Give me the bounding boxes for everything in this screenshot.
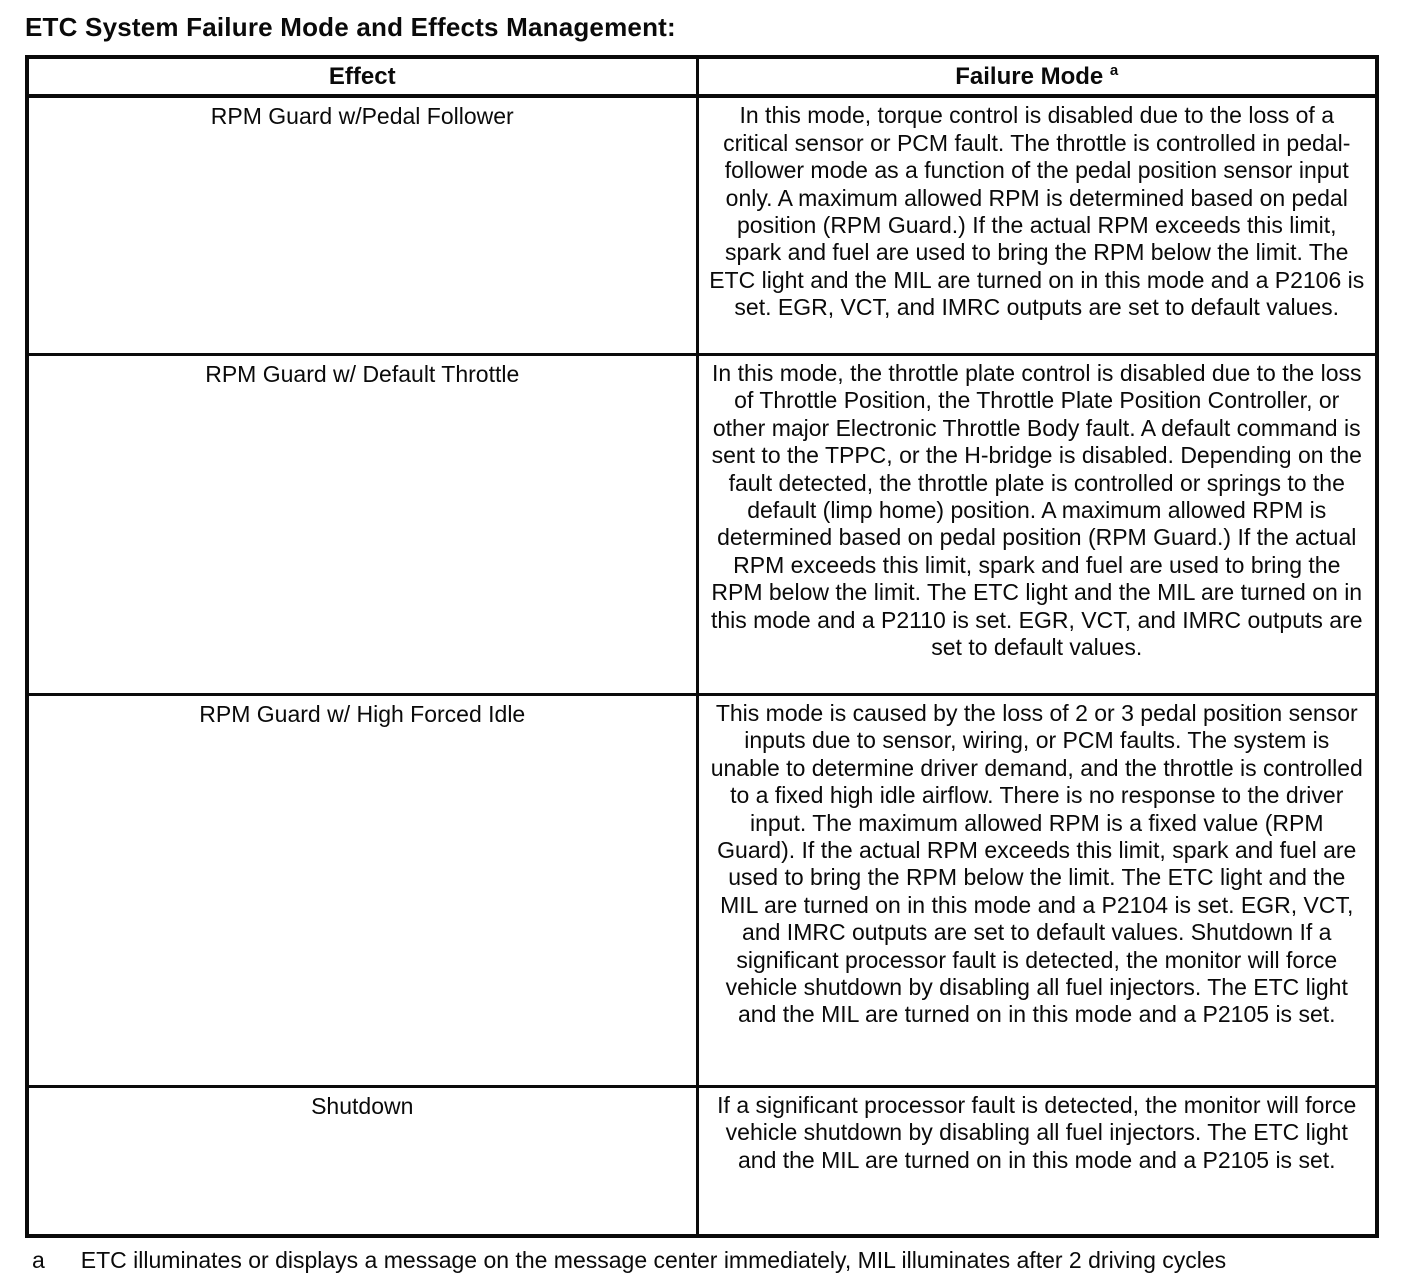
failure-mode-cell-p2106: In this mode, torque control is disabled due to the loss of a critical sensor or PCM fault. The throttle is controlled in pedal-follower mode as a function of the pedal position sensor input only. A maximum allowed RPM is determined based on pedal position (RPM Guard.) If the actual RPM exceeds this limit, spark and fuel are used to bring the RPM below the limit. The ETC light and the MIL are turned on in this mode and a P2106 is set. EGR, VCT, and IMRC outputs are set to default values.: [697, 96, 1377, 354]
table-row: [27, 1086, 1377, 1236]
effect-cell-rpm-guard-default-throttle: RPM Guard w/ Default Throttle: [27, 354, 697, 694]
footnote-marker: a: [32, 1247, 45, 1274]
table-header-row: [27, 57, 1377, 96]
column-header-failure-mode-label: Failure Mode: [955, 63, 1104, 90]
column-header-effect: Effect: [27, 57, 697, 96]
effect-cell-rpm-guard-high-forced-idle: RPM Guard w/ High Forced Idle: [27, 694, 697, 1086]
footnote: [25, 1247, 1395, 1274]
fmea-table: [25, 55, 1379, 1238]
footnote-reference: a: [1109, 62, 1119, 79]
table-row: [27, 354, 1377, 694]
failure-mode-cell-shutdown-p2105: If a significant processor fault is detected, the monitor will force vehicle shutdown by disabling all fuel injectors. The ETC light and the MIL are turned on in this mode and a P2105 is set.: [697, 1086, 1377, 1236]
column-header-failure-mode: [697, 57, 1377, 96]
footnote-text: ETC illuminates or displays a message on the message center immediately, MIL illuminates after 2 driving cycles: [80, 1247, 1227, 1274]
page-title: ETC System Failure Mode and Effects Management:: [25, 12, 676, 42]
table-row: [27, 694, 1377, 1086]
failure-mode-cell-p2110: In this mode, the throttle plate control is disabled due to the loss of Throttle Position, the Throttle Plate Position Controller, or other major Electronic Throttle Body fault. A default command is sent to the TPPC, or the H-bridge is disabled. Depending on the fault detected, the throttle plate is controlled or springs to the default (limp home) position. A maximum allowed RPM is determined based on pedal position (RPM Guard.) If the actual RPM exceeds this limit, spark and fuel are used to bring the RPM below the limit. The ETC light and the MIL are turned on in this mode and a P2110 is set. EGR, VCT, and IMRC outputs are set to default values.: [697, 354, 1377, 694]
table-row: [27, 96, 1377, 354]
failure-mode-cell-p2104: This mode is caused by the loss of 2 or 3 pedal position sensor inputs due to sensor, wiring, or PCM faults. The system is unable to determine driver demand, and the throttle is controlled to a fixed high idle airflow. There is no response to the driver input. The maximum allowed RPM is a fixed value (RPM Guard). If the actual RPM exceeds this limit, spark and fuel are used to bring the RPM below the limit. The ETC light and the MIL are turned on in this mode and a P2104 is set. EGR, VCT, and IMRC outputs are set to default values. Shutdown If a significant processor fault is detected, the monitor will force vehicle shutdown by disabling all fuel injectors. The ETC light and the MIL are turned on in this mode and a P2105 is set.: [697, 694, 1377, 1086]
effect-cell-rpm-guard-pedal-follower: RPM Guard w/Pedal Follower: [27, 96, 697, 354]
effect-cell-shutdown: Shutdown: [27, 1086, 697, 1236]
